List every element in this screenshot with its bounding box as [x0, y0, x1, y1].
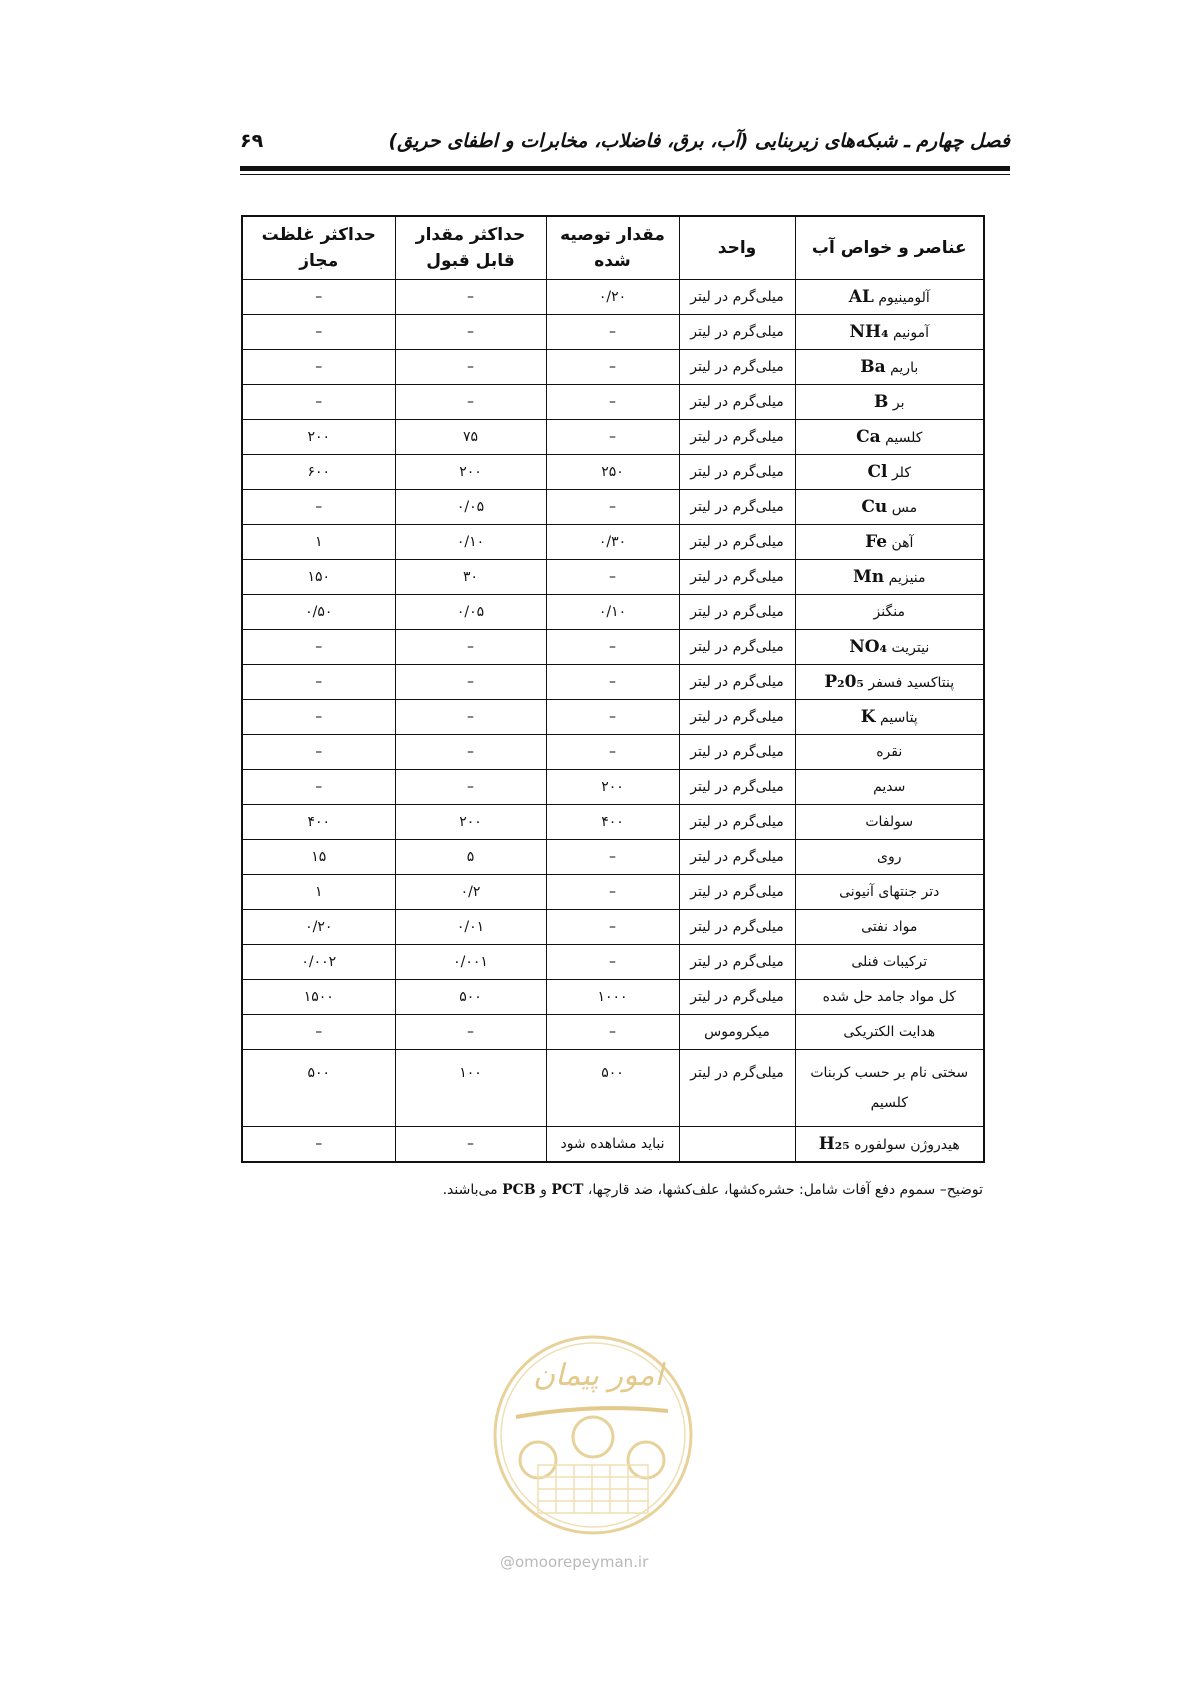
table-row — [242, 980, 984, 1015]
cell-element — [795, 1050, 984, 1127]
cell-max-acceptable: ۷۵ — [395, 420, 546, 455]
cell-recommended: – — [546, 350, 679, 385]
cell-recommended: ۰/۱۰ — [546, 595, 679, 630]
cell-recommended: ۲۰۰ — [546, 770, 679, 805]
cell-max-allowed: ۰/۵۰ — [242, 595, 395, 630]
element-symbol: B — [874, 392, 889, 412]
cell-element — [795, 945, 984, 980]
element-name: کلسیم — [885, 430, 923, 446]
cell-max-allowed: – — [242, 280, 395, 315]
water-quality-table-container — [241, 215, 983, 1163]
cell-unit: میلی‌گرم در لیتر — [679, 525, 795, 560]
cell-unit: میلی‌گرم در لیتر — [679, 595, 795, 630]
cell-max-acceptable: ۰/۱۰ — [395, 525, 546, 560]
cell-max-acceptable: – — [395, 280, 546, 315]
cell-unit: میلی‌گرم در لیتر — [679, 455, 795, 490]
cell-element — [795, 490, 984, 525]
cell-recommended: – — [546, 490, 679, 525]
element-name: روی — [877, 849, 902, 865]
page-header — [240, 124, 1010, 166]
cell-max-acceptable: – — [395, 770, 546, 805]
table-row — [242, 455, 984, 490]
element-name: نقره — [876, 744, 903, 760]
page-number: ۶۹ — [240, 130, 264, 152]
cell-max-allowed: ۶۰۰ — [242, 455, 395, 490]
footnote-pcb: PCB — [502, 1182, 536, 1198]
cell-recommended: نباید مشاهده شود — [546, 1127, 679, 1163]
element-name: مواد نفتی — [861, 919, 918, 935]
element-name: پنتاکسید فسفر — [868, 675, 955, 691]
cell-max-allowed: ۱۵۰ — [242, 560, 395, 595]
cell-max-acceptable: ۳۰ — [395, 560, 546, 595]
header-rule-thick — [240, 166, 1010, 171]
cell-element — [795, 525, 984, 560]
cell-recommended: – — [546, 700, 679, 735]
cell-max-allowed: ۰/۲۰ — [242, 910, 395, 945]
cell-max-acceptable: ۲۰۰ — [395, 805, 546, 840]
table-row — [242, 280, 984, 315]
cell-max-acceptable: ۰/۰۰۱ — [395, 945, 546, 980]
table-row — [242, 1050, 984, 1127]
element-symbol: NH₄ — [849, 322, 889, 342]
table-row — [242, 700, 984, 735]
cell-max-acceptable: – — [395, 385, 546, 420]
cell-element — [795, 595, 984, 630]
element-name: سدیم — [873, 779, 906, 795]
cell-max-allowed: – — [242, 1015, 395, 1050]
element-name: هیدروژن سولفوره — [854, 1137, 960, 1153]
table-row — [242, 420, 984, 455]
element-name: آمونیم — [892, 325, 930, 341]
cell-element — [795, 805, 984, 840]
element-symbol: NO₄ — [849, 637, 888, 657]
cell-max-acceptable: – — [395, 1015, 546, 1050]
cell-max-allowed: ۲۰۰ — [242, 420, 395, 455]
table-row — [242, 630, 984, 665]
cell-recommended: ۴۰۰ — [546, 805, 679, 840]
header-max-allowed: حداکثر غلظت مجاز — [242, 216, 395, 280]
element-name: بر — [892, 395, 905, 411]
cell-max-allowed: – — [242, 490, 395, 525]
element-name: هدایت الکتریکی — [843, 1024, 936, 1040]
cell-element — [795, 350, 984, 385]
cell-unit: میلی‌گرم در لیتر — [679, 910, 795, 945]
header-element: عناصر و خواص آب — [795, 216, 984, 280]
cell-max-acceptable: ۲۰۰ — [395, 455, 546, 490]
footnote-text-before: توضیح– سموم دفع آفات شامل: حشره‌کشها، علف‌کشها، ضد قارچها، — [583, 1182, 983, 1198]
cell-element — [795, 420, 984, 455]
cell-element — [795, 280, 984, 315]
table-body — [242, 280, 984, 1163]
cell-max-allowed: ۴۰۰ — [242, 805, 395, 840]
table-row — [242, 875, 984, 910]
element-symbol: Ca — [856, 427, 881, 447]
table-row — [242, 350, 984, 385]
cell-max-acceptable: ۵ — [395, 840, 546, 875]
cell-unit: میلی‌گرم در لیتر — [679, 385, 795, 420]
cell-recommended: – — [546, 945, 679, 980]
cell-unit: میلی‌گرم در لیتر — [679, 945, 795, 980]
header-unit: واحد — [679, 216, 795, 280]
cell-unit: میلی‌گرم در لیتر — [679, 1050, 795, 1127]
cell-unit: میلی‌گرم در لیتر — [679, 560, 795, 595]
element-name: آلومینیوم — [878, 290, 930, 306]
element-name: سولفات — [865, 814, 914, 830]
cell-max-acceptable: ۰/۰۵ — [395, 595, 546, 630]
cell-unit: میلی‌گرم در لیتر — [679, 735, 795, 770]
header-recommended: مقدار توصیه شده — [546, 216, 679, 280]
cell-element — [795, 735, 984, 770]
water-quality-table — [241, 215, 985, 1163]
table-row — [242, 1127, 984, 1163]
table-row — [242, 1015, 984, 1050]
element-symbol: Mn — [852, 567, 885, 587]
cell-unit: میلی‌گرم در لیتر — [679, 280, 795, 315]
element-name: منگنز — [873, 604, 905, 620]
footnote-pct: PCT — [551, 1182, 584, 1198]
cell-element — [795, 1127, 984, 1163]
cell-max-acceptable: ۰/۰۱ — [395, 910, 546, 945]
cell-recommended: ۰/۳۰ — [546, 525, 679, 560]
cell-unit: میلی‌گرم در لیتر — [679, 770, 795, 805]
element-symbol: Cu — [861, 497, 888, 517]
cell-recommended: ۱۰۰۰ — [546, 980, 679, 1015]
cell-recommended: ۲۵۰ — [546, 455, 679, 490]
element-name: کل مواد جامد حل شده — [822, 989, 956, 1005]
table-row — [242, 665, 984, 700]
cell-unit: میلی‌گرم در لیتر — [679, 805, 795, 840]
cell-recommended: – — [546, 560, 679, 595]
cell-unit: میلی‌گرم در لیتر — [679, 420, 795, 455]
cell-element — [795, 665, 984, 700]
cell-max-acceptable: – — [395, 315, 546, 350]
cell-max-allowed: – — [242, 735, 395, 770]
cell-element — [795, 315, 984, 350]
element-symbol: AL — [848, 287, 874, 307]
table-row — [242, 735, 984, 770]
cell-recommended: – — [546, 735, 679, 770]
cell-recommended: – — [546, 630, 679, 665]
cell-max-allowed: ۱ — [242, 525, 395, 560]
cell-max-acceptable: – — [395, 700, 546, 735]
cell-unit: میکروموس — [679, 1015, 795, 1050]
cell-recommended: – — [546, 910, 679, 945]
table-row — [242, 910, 984, 945]
cell-element — [795, 770, 984, 805]
cell-max-acceptable: – — [395, 350, 546, 385]
table-row — [242, 490, 984, 525]
cell-max-allowed: – — [242, 385, 395, 420]
watermark-url: @omoorepeyman.ir — [500, 1553, 649, 1571]
cell-recommended: – — [546, 385, 679, 420]
header-rule-thin — [240, 174, 1010, 175]
table-row — [242, 560, 984, 595]
chapter-title: فصل چهارم ـ شبکه‌های زیربنایی (آب، برق، فاضلاب، مخابرات و اطفای حریق) — [388, 130, 1010, 152]
cell-unit: میلی‌گرم در لیتر — [679, 665, 795, 700]
cell-recommended: – — [546, 665, 679, 700]
cell-element — [795, 875, 984, 910]
table-footnote — [223, 1182, 983, 1198]
table-row — [242, 385, 984, 420]
footnote-text-after: می‌باشند. — [442, 1182, 503, 1198]
element-name: دتر جنتهای آنیونی — [839, 884, 940, 900]
element-name: سختی نام بر حسب کربنات کلسیم — [810, 1065, 969, 1111]
element-symbol: Ba — [860, 357, 886, 377]
footnote-and: و — [535, 1182, 552, 1198]
cell-max-allowed: ۱۵ — [242, 840, 395, 875]
logo-name-text: امور پیمان — [533, 1358, 663, 1393]
cell-max-allowed: – — [242, 350, 395, 385]
cell-max-acceptable: – — [395, 735, 546, 770]
table-header-row — [242, 216, 984, 280]
cell-max-allowed: ۰/۰۰۲ — [242, 945, 395, 980]
table-row — [242, 945, 984, 980]
element-symbol: K — [860, 707, 876, 727]
element-name: کلر — [891, 465, 911, 481]
table-row — [242, 805, 984, 840]
cell-recommended: – — [546, 315, 679, 350]
cell-element — [795, 840, 984, 875]
cell-max-allowed: – — [242, 1127, 395, 1163]
cell-max-allowed: ۱۵۰۰ — [242, 980, 395, 1015]
table-row — [242, 770, 984, 805]
element-symbol: H₂₅ — [818, 1134, 850, 1154]
cell-element — [795, 385, 984, 420]
table-row — [242, 315, 984, 350]
cell-recommended: – — [546, 875, 679, 910]
watermark-logo — [488, 1325, 698, 1555]
cell-recommended: – — [546, 1015, 679, 1050]
header-max-acceptable: حداکثر مقدار قابل قبول — [395, 216, 546, 280]
cell-max-acceptable: – — [395, 630, 546, 665]
cell-recommended: – — [546, 840, 679, 875]
cell-element — [795, 910, 984, 945]
cell-unit — [679, 1127, 795, 1163]
cell-element — [795, 700, 984, 735]
element-name: پتاسیم — [880, 710, 918, 726]
cell-max-acceptable: ۰/۰۵ — [395, 490, 546, 525]
cell-unit: میلی‌گرم در لیتر — [679, 630, 795, 665]
element-name: آهن — [891, 535, 914, 551]
cell-max-acceptable: ۵۰۰ — [395, 980, 546, 1015]
cell-element — [795, 980, 984, 1015]
cell-element — [795, 560, 984, 595]
cell-recommended: ۰/۲۰ — [546, 280, 679, 315]
element-symbol: Fe — [865, 532, 888, 552]
cell-max-allowed: – — [242, 665, 395, 700]
cell-unit: میلی‌گرم در لیتر — [679, 875, 795, 910]
cell-max-allowed: – — [242, 770, 395, 805]
cell-element — [795, 630, 984, 665]
cell-unit: میلی‌گرم در لیتر — [679, 840, 795, 875]
element-symbol: P₂0₅ — [824, 672, 864, 692]
cell-max-allowed: ۵۰۰ — [242, 1050, 395, 1127]
cell-recommended: ۵۰۰ — [546, 1050, 679, 1127]
cell-max-acceptable: – — [395, 665, 546, 700]
table-row — [242, 525, 984, 560]
cell-unit: میلی‌گرم در لیتر — [679, 315, 795, 350]
cell-unit: میلی‌گرم در لیتر — [679, 980, 795, 1015]
element-symbol: Cl — [867, 462, 888, 482]
cell-unit: میلی‌گرم در لیتر — [679, 490, 795, 525]
element-name: نیتریت — [891, 640, 930, 656]
cell-element — [795, 455, 984, 490]
cell-unit: میلی‌گرم در لیتر — [679, 700, 795, 735]
table-row — [242, 840, 984, 875]
cell-max-acceptable: ۱۰۰ — [395, 1050, 546, 1127]
cell-unit: میلی‌گرم در لیتر — [679, 350, 795, 385]
cell-max-allowed: – — [242, 630, 395, 665]
cell-max-allowed: – — [242, 700, 395, 735]
element-name: مس — [891, 500, 918, 516]
cell-element — [795, 1015, 984, 1050]
element-name: ترکیبات فنلی — [851, 954, 928, 970]
element-name: باریم — [890, 360, 919, 376]
cell-max-acceptable: ۰/۲ — [395, 875, 546, 910]
cell-recommended: – — [546, 420, 679, 455]
cell-max-allowed: ۱ — [242, 875, 395, 910]
cell-max-allowed: – — [242, 315, 395, 350]
cell-max-acceptable: – — [395, 1127, 546, 1163]
table-row — [242, 595, 984, 630]
element-name: منیزیم — [888, 570, 926, 586]
